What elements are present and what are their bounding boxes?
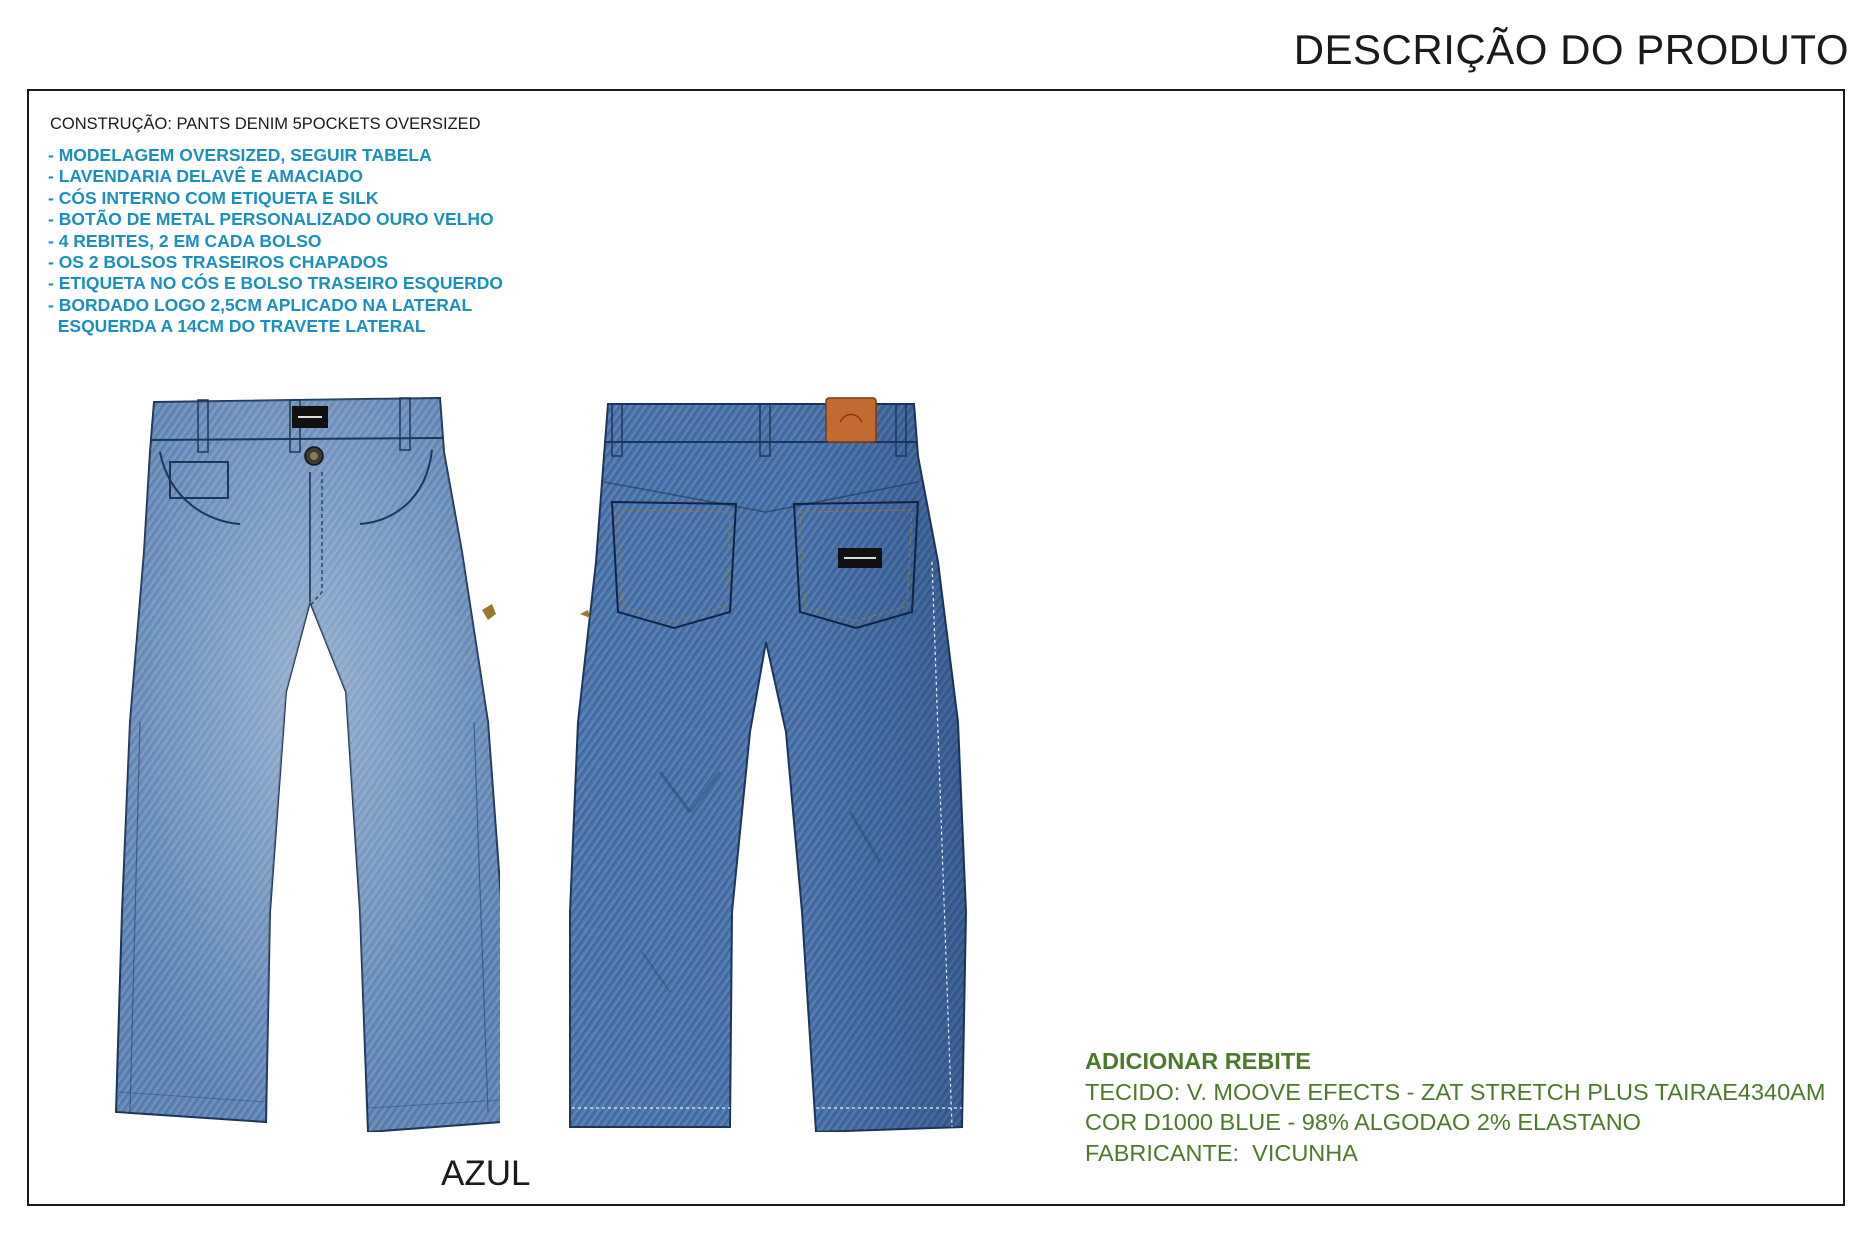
fabric-cor: COR D1000 BLUE - 98% ALGODAO 2% ELASTANO (1085, 1109, 1641, 1135)
color-label: AZUL (441, 1154, 531, 1193)
spec-list (48, 145, 503, 338)
fabric-info (1085, 1046, 1825, 1168)
jeans-back-illustration (560, 392, 970, 1132)
side-logo-embroidery (482, 604, 496, 620)
spec-item: - 4 REBITES, 2 EM CADA BOLSO (48, 230, 322, 251)
fabric-fabricante: FABRICANTE: VICUNHA (1085, 1139, 1358, 1166)
fabric-note: ADICIONAR REBITE (1085, 1048, 1311, 1074)
spec-item: - BOTÃO DE METAL PERSONALIZADO OURO VELHO (48, 209, 494, 230)
spec-item: - OS 2 BOLSOS TRASEIROS CHAPADOS (48, 252, 388, 273)
spec-item: ESQUERDA A 14CM DO TRAVETE LATERAL (48, 316, 426, 337)
spec-item: - LAVENDARIA DELAVÊ E AMACIADO (48, 166, 363, 187)
spec-item: - ETIQUETA NO CÓS E BOLSO TRASEIRO ESQUERDO (48, 273, 504, 294)
construction-line: CONSTRUÇÃO: PANTS DENIM 5POCKETS OVERSIZED (50, 115, 481, 133)
spec-item: - BORDADO LOGO 2,5CM APLICADO NA LATERAL (48, 294, 473, 315)
spec-item: - CÓS INTERNO COM ETIQUETA E SILK (48, 187, 379, 208)
fabric-tecido: TECIDO: V. MOOVE EFECTS - ZAT STRETCH PLUS TAIRAE4340AM (1085, 1078, 1826, 1105)
jeans-front-illustration (110, 392, 500, 1132)
page-title: DESCRIÇÃO DO PRODUTO (1293, 26, 1849, 73)
leather-patch (826, 398, 876, 442)
spec-item: - MODELAGEM OVERSIZED, SEGUIR TABELA (48, 145, 432, 165)
